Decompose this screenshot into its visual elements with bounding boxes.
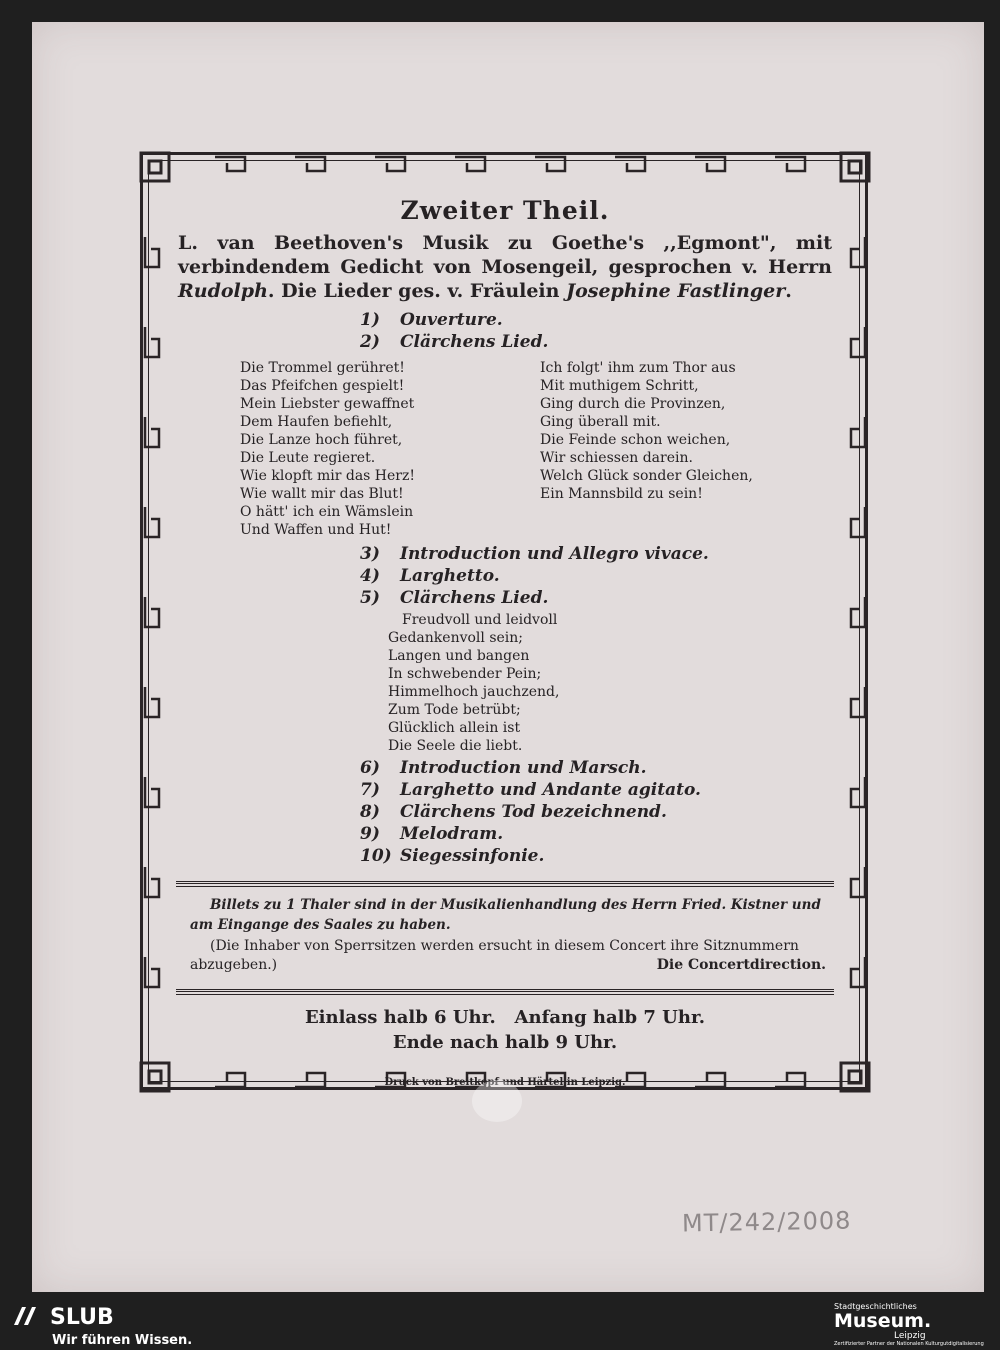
museum-logo[interactable]: Stadtgeschichtliches Museum. Leipzig Zertifizierter Partner der Nationalen Kulturgutdigitalisierung [834, 1302, 984, 1347]
song-lyrics-1 [240, 359, 840, 539]
shelfmark: MT/242/2008 [681, 1206, 852, 1238]
program-item: 2) Clärchens Lied. [360, 332, 549, 352]
program-content [170, 168, 840, 1088]
program-item: 3) Introduction und Allegro vivace. [360, 544, 709, 564]
slub-logo-icon [10, 1303, 40, 1331]
lyrics-column-right: Ich folgt' ihm zum Thor aus Mit muthigem Schritt, Ging durch die Provinzen, Ging überall mit. Die Feinde schon weichen, Wir schiessen darein. Welch Glück sonder Gleichen, Ein Mannsbild zu sein! [540, 360, 753, 502]
heading-line-2: . Die Lieder ges. v. Fräulein [267, 280, 567, 302]
printer-credit: Druck von Breitkopf und Härtel in Leipzig. [384, 1077, 626, 1088]
program-item: 6) Introduction und Marsch. [360, 758, 647, 778]
program-item: 8) Clärchens Tod bezeichnend. [360, 802, 667, 822]
heading-line: L. van Beethoven's Musik zu Goethe's ,,Egmont", mit verbindendem Gedicht von Mosengeil, gesprochen v. Herrn [178, 232, 832, 278]
singer-name: Josephine Fastlinger [566, 280, 786, 302]
seat-notice: (Die Inhaber von Sperrsitzen werden ersucht in diesem Concert ihre Sitznummern abzugeben.) Die Concertdirection. [190, 938, 826, 973]
divider [176, 881, 834, 887]
program-item: 1) Ouverture. [360, 310, 503, 330]
signoff: Die Concertdirection. [656, 957, 826, 973]
slub-logo[interactable]: SLUB Wir führen Wissen. [10, 1303, 192, 1348]
song-lyrics-2: Freudvoll und leidvoll Gedankenvoll sein; Langen und bangen In schwebender Pein; Himmelhoch jauchzend, Zum Tode betrübt; Glücklich allein ist Die Seele die liebt. [388, 612, 560, 754]
program-item: 5) Clärchens Lied. [360, 588, 549, 608]
partner-badge: Zertifizierter Partner der Nationalen Kulturgutdigitalisierung [834, 1341, 984, 1347]
library-stamp [472, 1080, 522, 1122]
part-title: Zweiter Theil. [400, 196, 610, 225]
program-item: 9) Melodram. [360, 824, 504, 844]
program-item: 7) Larghetto und Andante agitato. [360, 780, 701, 800]
program-heading: L. van Beethoven's Musik zu Goethe's ,,Egmont", mit verbindendem Gedicht von Mosengeil, gesprochen v. Herrn Rudolph. Die Lieder ges. v. Fräulein Josephine Fastlinger. [178, 232, 832, 302]
divider [176, 989, 834, 995]
event-times: Einlass halb 6 Uhr. Anfang halb 7 Uhr. Ende nach halb 9 Uhr. [304, 1007, 706, 1053]
slub-tagline: Wir führen Wissen. [52, 1333, 193, 1348]
lyrics-column-left: Die Trommel gerühret! Das Pfeifchen gespielt! Mein Liebster gewaffnet Dem Haufen befiehlt, Die Lanze hoch führet, Die Leute regieret. Wie klopft mir das Herz! Wie wallt mir das Blut! O hätt' ich ein Wämslein Und Waffen und Hut! [240, 360, 415, 538]
program-item: 4) Larghetto. [360, 566, 500, 586]
speaker-name: Rudolph [178, 280, 268, 302]
ticket-info: Billets zu 1 Thaler sind in der Musikalienhandlung des Herrn Fried. Kistner und am Eingange des Saales zu haben. [190, 897, 821, 933]
program-item: 10) Siegessinfonie. [360, 846, 545, 866]
